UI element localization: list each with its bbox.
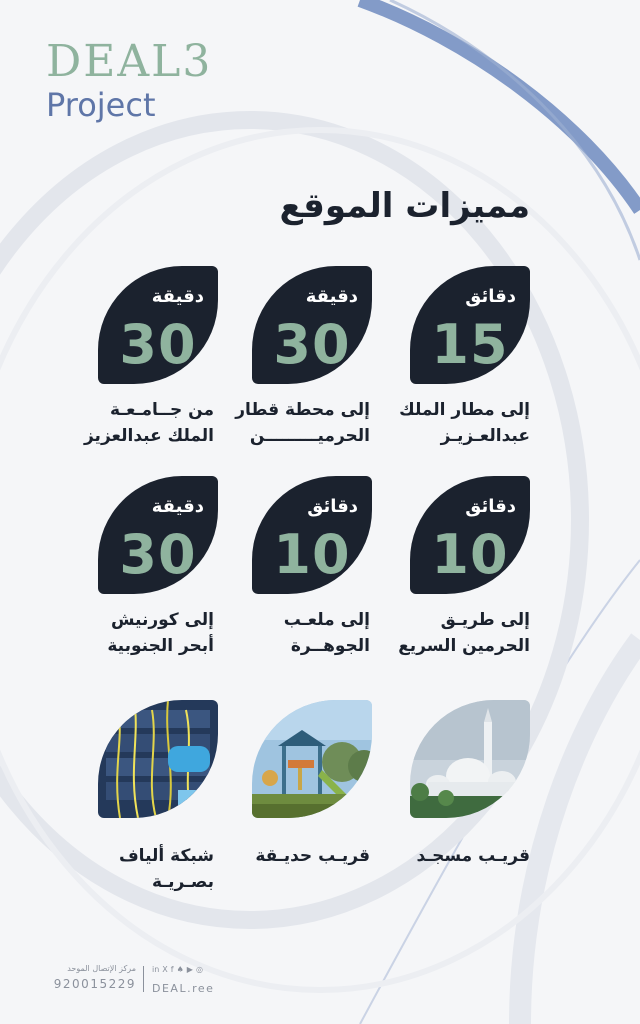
caption-line: الجوهــرة — [290, 635, 370, 656]
caption-line: إلى كورنيش — [110, 610, 214, 630]
caption-line: الحرمين السريع — [398, 635, 530, 656]
feature-unit: دقائق — [465, 496, 516, 517]
brand-subtitle: Project — [46, 86, 156, 124]
feature-unit: دقيقة — [151, 286, 204, 307]
feature-unit: دقائق — [465, 286, 516, 307]
feature-caption-corniche — [44, 608, 214, 659]
feature-caption-airport — [360, 398, 530, 449]
feature-caption-stadium — [200, 608, 370, 659]
caption-line: إلى محطة قطار — [235, 400, 370, 420]
caption-line: الحرميـــــــــن — [249, 425, 370, 446]
caption-line: أبحر الجنوبية — [107, 635, 214, 656]
brand-title: DEAL3 — [46, 36, 213, 87]
social-icons — [152, 965, 203, 975]
contact-block — [44, 964, 136, 991]
feature-minutes: 30 — [273, 313, 351, 376]
feature-caption-university — [44, 398, 214, 449]
footer-divider — [143, 966, 144, 992]
footer — [44, 962, 244, 998]
contact-label: مركز الإتصال الموحد — [67, 964, 136, 973]
caption-line: الملك عبدالعزيز — [83, 425, 214, 446]
feature-minutes: 10 — [273, 523, 351, 586]
youtube-icon[interactable]: ▶ — [186, 965, 193, 974]
amenity-caption-park — [200, 844, 370, 870]
feature-minutes: 30 — [119, 523, 197, 586]
feature-unit: دقيقة — [151, 496, 204, 517]
social-handle: DEAL.ree — [152, 982, 215, 995]
linkedin-icon[interactable]: in — [152, 965, 160, 974]
snapchat-icon[interactable]: ♠ — [176, 965, 184, 974]
brand-logo — [46, 36, 246, 124]
caption-line: قريـب حديـقة — [255, 846, 370, 866]
facebook-icon[interactable]: f — [170, 965, 174, 974]
caption-line: إلى مطار الملك — [399, 400, 530, 420]
feature-minutes: 10 — [431, 523, 509, 586]
caption-line: عبدالعـزيـز — [440, 425, 530, 446]
amenity-caption-mosque — [360, 844, 530, 870]
caption-line: إلى طريـق — [440, 610, 530, 630]
feature-unit: دقيقة — [305, 286, 358, 307]
x-icon[interactable]: X — [162, 965, 168, 974]
feature-caption-train — [200, 398, 370, 449]
feature-minutes: 15 — [431, 313, 509, 376]
caption-line: قريـب مسجـد — [416, 846, 530, 866]
page-title: مميزات الموقع — [279, 186, 530, 226]
instagram-icon[interactable]: ◎ — [195, 965, 203, 974]
amenity-caption-fiber — [44, 844, 214, 895]
caption-line: من جــامـعـة — [109, 400, 214, 420]
feature-caption-highway — [360, 608, 530, 659]
caption-line: شبكة ألياف — [118, 846, 214, 866]
feature-minutes: 30 — [119, 313, 197, 376]
caption-line: بصـريـة — [151, 871, 214, 892]
feature-unit: دقائق — [307, 496, 358, 517]
phone-number: 920015229 — [53, 977, 136, 991]
caption-line: إلى ملعـب — [283, 610, 370, 630]
